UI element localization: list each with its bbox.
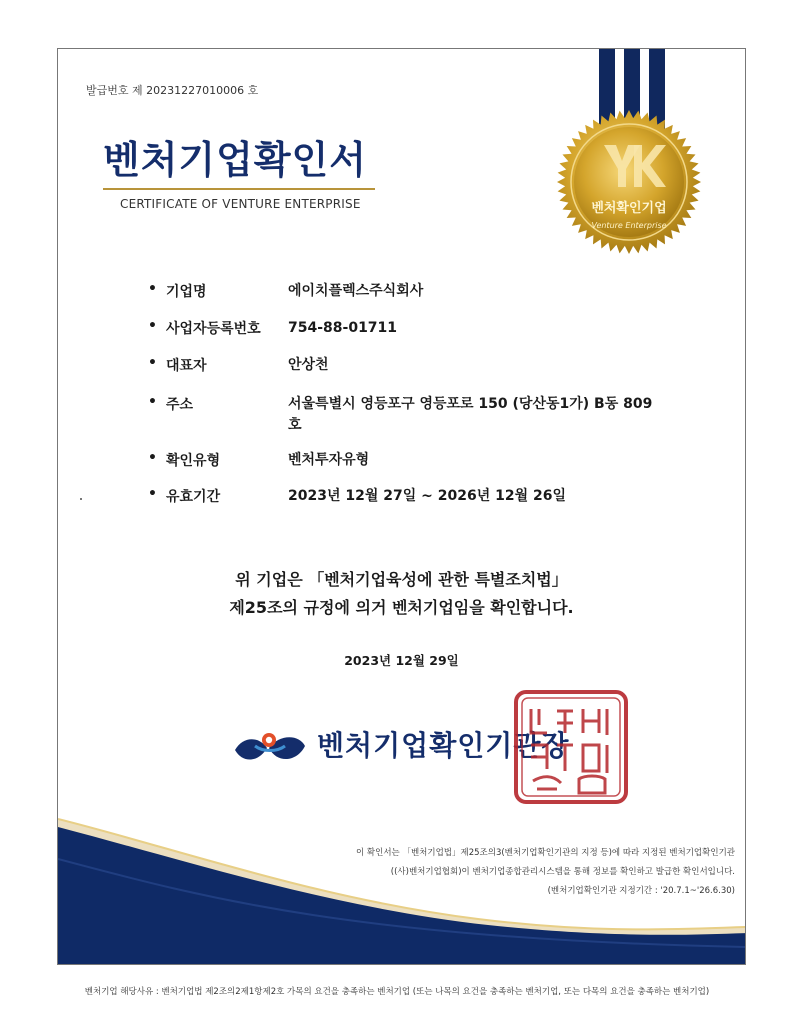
field-label: 기업명 [166, 284, 207, 300]
certificate-notes [356, 844, 735, 901]
field-value: 754-88-01711 [288, 320, 398, 336]
field-value: 2023년 12월 27일 ~ 2026년 12월 26일 [288, 488, 566, 504]
field-value: 안상천 [288, 357, 329, 373]
field-label: 유효기간 [166, 489, 221, 505]
issue-date: 2023년 12월 29일 [344, 653, 459, 668]
statement-line-2: 제25조의 규정에 의거 벤처기업임을 확인합니다. [229, 598, 574, 617]
note-line: 이 확인서는 「벤처기업법」제25조의3(벤처기업확인기관의 지정 등)에 따라 지정된 벤처기업확인기관 [355, 848, 735, 858]
field-label: 주소 [166, 397, 194, 413]
field-value: 서울특별시 영등포구 영등포로 150 (당산동1가) B동 809호 [288, 396, 653, 433]
page-subtitle: CERTIFICATE OF VENTURE ENTERPRISE [120, 197, 361, 211]
title-underline [103, 188, 375, 190]
scan-speck [80, 498, 82, 500]
organization-logo-icon [233, 728, 307, 768]
footer-note: 벤처기업 해당사유 : 벤처기업법 제2조의2제1항제2호 가목의 요건을 충족하는 벤처기업 (또는 나목의 요건을 충족하는 벤처기업, 또는 다목의 요건을 충족하는 벤처기업) [84, 987, 710, 997]
organization-name: 벤처기업확인기관장 [317, 729, 570, 762]
field-value: 벤처투자유형 [288, 452, 370, 468]
note-line: ((사)벤처기업협회)이 벤처기업종합관리시스템을 통해 정보를 확인하고 발급한 확인서입니다. [390, 867, 735, 877]
seal-text-en: Venture Enterprise [591, 221, 667, 230]
note-line: (벤처기업확인기관 지정기간 : '20.7.1~'26.6.30) [547, 886, 735, 896]
seal-text-ko: 벤처확인기업 [591, 201, 667, 216]
field-label: 사업자등록번호 [166, 321, 261, 337]
field-value: 에이치플렉스주식회사 [288, 283, 424, 299]
certificate-frame: 발급번호 제 20231227010006 호 벤처기업확인서 CERTIFICATE OF VENTURE ENTERPRISE 벤처확인기업 Venture Enterprise • 기업명 에이치플렉스주식회사 • 사업자등록번호 754-88-01711 • 대표자 안상천 • 주소 서울특별시 영등포구 영등포로 150 (당산동1가) B동 809호 • 확인유형 벤처투자유형 • 유효기간 2023년 12월 27일 ~ 2026년 12월 26일 위 기업은 「벤처기업육성에 관한 특별조치법」 제25조의 규정에 의거 벤처기업임을 확인합니다. 2023년 12월 29일 벤처기업확인기관장 이 확인서는 「벤처기업법」제25조의3(벤처기업확인기관의 지정 등)에 따라 지정된 벤처기업확인기관 ((사)벤처기업협회)이 벤처기업종합관리시스템을 통해 정보를 확인하고 발급한 확인서입니다. (벤처기업확인기관 지정기간 : '20.7.1~'26.6.30) [57, 48, 746, 965]
official-red-seal-icon [513, 689, 629, 805]
venture-seal-icon [556, 109, 702, 255]
issue-number: 발급번호 제 20231227010006 호 [86, 84, 259, 97]
field-label: 대표자 [166, 358, 207, 374]
statement-line-1: 위 기업은 「벤처기업육성에 관한 특별조치법」 [235, 570, 568, 589]
page-title: 벤처기업확인서 [103, 138, 367, 182]
field-label: 확인유형 [166, 453, 221, 469]
